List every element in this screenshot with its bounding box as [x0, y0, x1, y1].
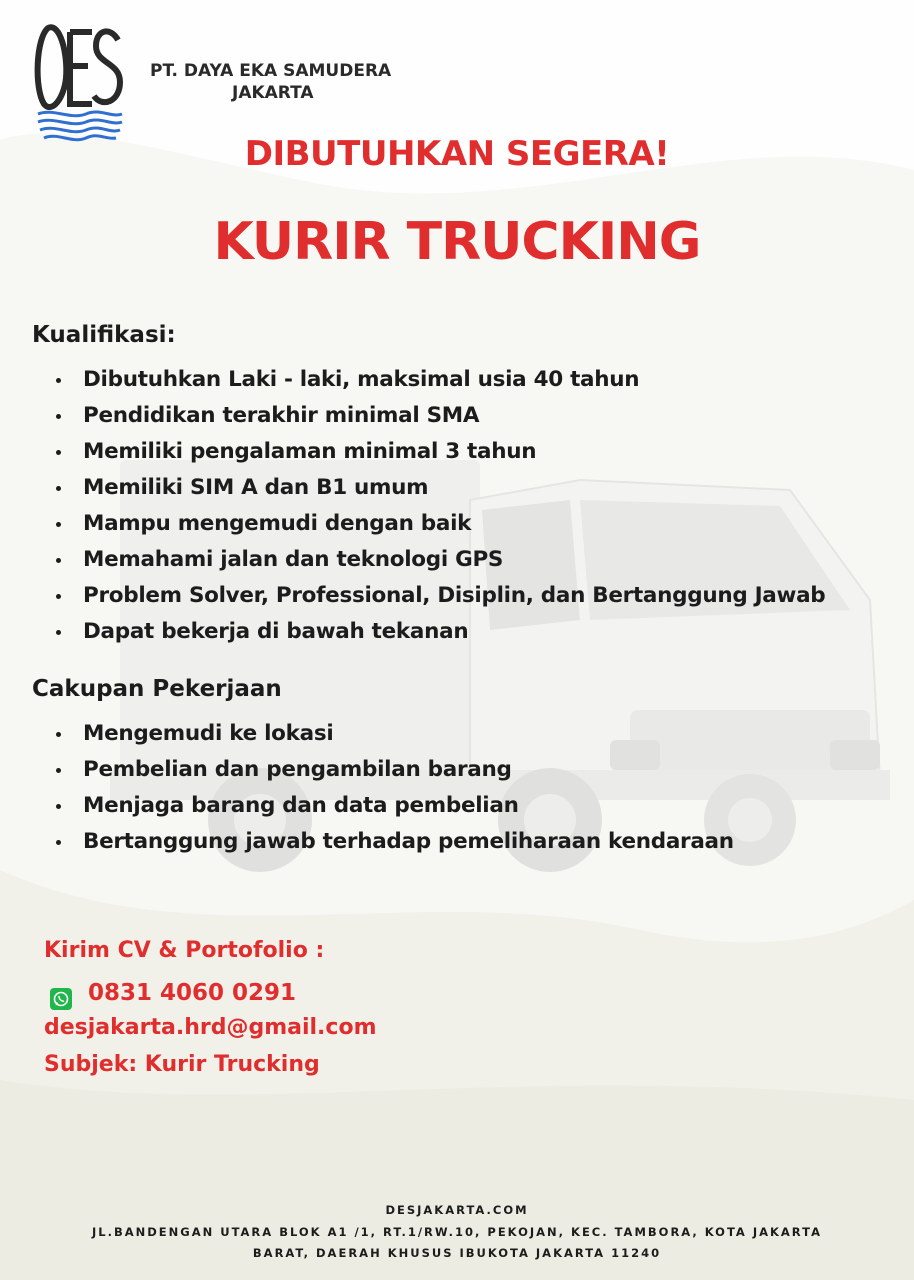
bullet-icon	[56, 486, 61, 491]
list-item: Pendidikan terakhir minimal SMA	[56, 398, 825, 434]
email-address[interactable]: desjakarta.hrd@gmail.com	[44, 1015, 377, 1040]
bullet-icon	[56, 414, 61, 419]
list-item: Bertanggung jawab terhadap pemeliharaan kendaraan	[56, 824, 734, 860]
bullet-icon	[56, 840, 61, 845]
list-item: Mampu mengemudi dengan baik	[56, 506, 825, 542]
scope-title: Cakupan Pekerjaan	[32, 676, 282, 702]
scope-list	[56, 716, 734, 860]
contact-heading: Kirim CV & Portofolio :	[44, 938, 325, 963]
list-item: Dapat bekerja di bawah tekanan	[56, 614, 825, 650]
company-name: PT. DAYA EKA SAMUDERA	[150, 61, 392, 81]
company-city: JAKARTA	[232, 83, 314, 103]
bullet-icon	[56, 804, 61, 809]
list-item: Menjaga barang dan data pembelian	[56, 788, 734, 824]
urgent-heading: DIBUTUHKAN SEGERA!	[244, 134, 670, 174]
job-title: KURIR TRUCKING	[213, 212, 701, 272]
phone-number[interactable]: 0831 4060 0291	[88, 980, 297, 1006]
email-subject: Subjek: Kurir Trucking	[44, 1052, 320, 1077]
whatsapp-icon	[50, 988, 72, 1010]
footer-website[interactable]: DESJAKARTA.COM	[385, 1203, 529, 1217]
list-item: Dibutuhkan Laki - laki, maksimal usia 40 tahun	[56, 362, 825, 398]
footer-address-line1: JL.BANDENGAN UTARA BLOK A1 /1, RT.1/RW.10, PEKOJAN, KEC. TAMBORA, KOTA JAKARTA	[91, 1225, 822, 1239]
list-item: Problem Solver, Professional, Disiplin, dan Bertanggung Jawab	[56, 578, 825, 614]
qualifications-list	[56, 362, 825, 650]
bullet-icon	[56, 558, 61, 563]
bullet-icon	[56, 732, 61, 737]
footer-address-line2: BARAT, DAERAH KHUSUS IBUKOTA JAKARTA 11240	[252, 1246, 662, 1260]
bullet-icon	[56, 378, 61, 383]
bullet-icon	[56, 630, 61, 635]
list-item: Memiliki SIM A dan B1 umum	[56, 470, 825, 506]
qualifications-title: Kualifikasi:	[32, 322, 176, 348]
list-item: Pembelian dan pengambilan barang	[56, 752, 734, 788]
company-logo	[30, 18, 126, 146]
list-item: Memahami jalan dan teknologi GPS	[56, 542, 825, 578]
bullet-icon	[56, 522, 61, 527]
list-item: Mengemudi ke lokasi	[56, 716, 734, 752]
bullet-icon	[56, 594, 61, 599]
bullet-icon	[56, 450, 61, 455]
company-header	[150, 60, 391, 104]
bullet-icon	[56, 768, 61, 773]
list-item: Memiliki pengalaman minimal 3 tahun	[56, 434, 825, 470]
